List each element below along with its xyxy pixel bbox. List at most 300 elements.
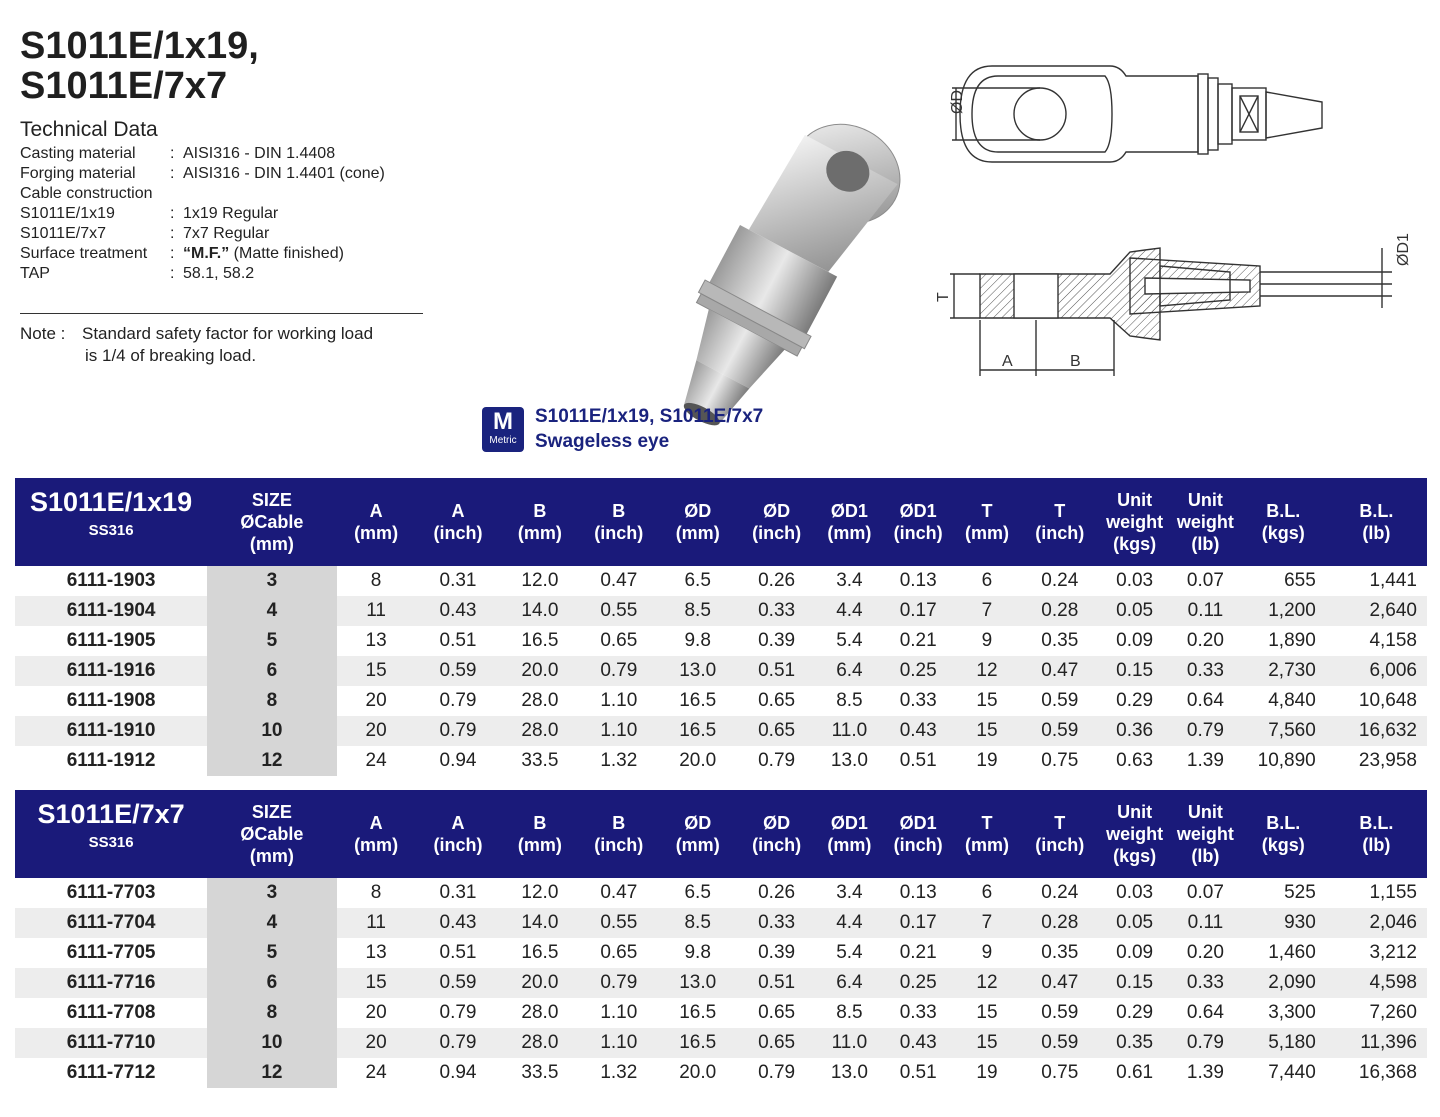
table-cell: 11.0 <box>831 1032 868 1053</box>
table-cell: 0.59 <box>1041 1032 1079 1053</box>
spec-label: TAP <box>20 265 50 282</box>
breaking-load-cell: 6,006 <box>1369 660 1417 681</box>
cable-size-cell: 6 <box>207 656 336 686</box>
column-header-line: (lb) <box>1191 846 1220 866</box>
model-header <box>15 478 207 566</box>
table-cell: 15 <box>976 1002 998 1023</box>
table-cell: 0.20 <box>1186 630 1224 651</box>
table-cell: 20 <box>365 1002 387 1023</box>
column-header-line: (inch) <box>594 523 644 543</box>
column-header <box>658 478 737 566</box>
table-row <box>15 908 1427 938</box>
column-header-line: B <box>533 813 547 833</box>
od1-label: ØD1 <box>1395 233 1412 266</box>
caption-line-1: S1011E/1x19, S1011E/7x7 <box>535 406 764 427</box>
table-cell: 13.0 <box>679 660 717 681</box>
table-cell: 8.5 <box>684 912 711 933</box>
table-cell: 0.15 <box>1116 660 1154 681</box>
table-cell: 0.39 <box>758 942 796 963</box>
column-header <box>1099 790 1170 878</box>
metric-badge <box>482 407 524 452</box>
column-header <box>579 478 658 566</box>
spec-label: S1011E/7x7 <box>20 225 106 242</box>
breaking-load-cell: 11,396 <box>1360 1032 1417 1053</box>
table-cell: 5.4 <box>836 942 863 963</box>
column-header-line: ØCable <box>240 512 304 532</box>
column-header-line: (mm) <box>249 846 294 866</box>
column-header-line: (inch) <box>752 523 802 543</box>
table-cell: 16.5 <box>679 1002 717 1023</box>
column-header-line: (inch) <box>893 835 943 855</box>
column-header <box>1241 790 1326 878</box>
breaking-load-cell: 2,640 <box>1369 600 1417 621</box>
column-header-line: (mm) <box>249 534 294 554</box>
table-cell: 13.0 <box>830 1062 868 1083</box>
table-cell: 20 <box>365 1032 387 1053</box>
column-header <box>1241 478 1326 566</box>
spec-value <box>183 244 344 264</box>
column-header-line: (lb) <box>1191 534 1220 554</box>
table-cell: 16.5 <box>679 720 717 741</box>
part-number-cell: 6111-1910 <box>66 720 156 741</box>
table-cell: 1.32 <box>600 1062 638 1083</box>
table-cell: 0.51 <box>758 660 796 681</box>
column-header <box>816 478 883 566</box>
spec-label: Cable construction <box>20 185 153 202</box>
table-cell: 28.0 <box>521 720 559 741</box>
table-header-row <box>15 478 1427 566</box>
part-number-cell: 6111-1912 <box>66 750 156 771</box>
column-header-line: B <box>612 813 626 833</box>
breaking-load-cell: 1,200 <box>1268 600 1316 621</box>
table-cell: 0.47 <box>600 570 638 591</box>
table-cell: 20 <box>365 720 387 741</box>
column-header-line: ØD1 <box>830 813 868 833</box>
table-cell: 16.5 <box>679 1032 717 1053</box>
table-cell: 0.25 <box>899 972 937 993</box>
column-header-line: Unit <box>1187 490 1223 510</box>
table-cell: 1.10 <box>600 720 638 741</box>
table-cell: 20.0 <box>521 660 559 681</box>
column-header-line: (kgs) <box>1261 835 1305 855</box>
table-cell: 0.59 <box>439 972 477 993</box>
table-cell: 0.09 <box>1116 630 1154 651</box>
column-header-line: (inch) <box>1035 523 1085 543</box>
column-header <box>207 478 336 566</box>
column-header-line: B.L. <box>1359 501 1394 521</box>
table-cell: 0.33 <box>1186 660 1224 681</box>
table-cell: 0.47 <box>1041 660 1079 681</box>
part-number-cell: 6111-7708 <box>66 1002 156 1023</box>
column-header-line: A <box>451 813 465 833</box>
table-cell: 0.33 <box>1186 972 1224 993</box>
table-cell: 0.17 <box>899 912 937 933</box>
table-cell: 0.11 <box>1187 600 1224 621</box>
column-header-line: (mm) <box>517 835 562 855</box>
note-line-1: Standard safety factor for working load <box>82 324 374 343</box>
table-cell: 9.8 <box>684 942 711 963</box>
spec-value: 1x19 Regular <box>183 205 279 222</box>
column-header-line: weight <box>1106 824 1164 844</box>
model-material: SS316 <box>88 834 134 851</box>
column-header <box>579 790 658 878</box>
breaking-load-cell: 1,441 <box>1369 570 1417 591</box>
column-header-line: ØD1 <box>899 501 937 521</box>
table-row <box>15 686 1427 716</box>
column-header-line: A <box>369 813 383 833</box>
table-cell: 0.59 <box>1041 720 1079 741</box>
table-cell: 0.79 <box>600 972 638 993</box>
column-header-line: ØD <box>684 813 712 833</box>
table-cell: 0.94 <box>439 750 477 771</box>
column-header <box>658 790 737 878</box>
cable-size-cell: 3 <box>207 566 336 596</box>
column-header-line: Unit <box>1117 490 1153 510</box>
column-header-line: (mm) <box>827 835 872 855</box>
table-cell: 0.65 <box>758 720 796 741</box>
breaking-load-cell: 525 <box>1284 882 1316 903</box>
table-cell: 0.59 <box>1041 690 1079 711</box>
table-cell: 0.35 <box>1041 942 1079 963</box>
breaking-load-cell: 4,840 <box>1268 690 1316 711</box>
table-cell: 11 <box>366 912 386 933</box>
cable-size-cell: 5 <box>207 626 336 656</box>
table-cell: 13 <box>365 630 387 651</box>
table-cell: 4.4 <box>836 912 863 933</box>
column-header-line: (inch) <box>433 523 483 543</box>
column-header-line: (kgs) <box>1113 846 1157 866</box>
table-cell: 0.15 <box>1116 972 1154 993</box>
table-cell: 24 <box>365 750 387 771</box>
a-label: A <box>1002 353 1013 370</box>
metric-badge-text: Metric <box>489 435 517 446</box>
spec-colon: : <box>170 265 175 282</box>
breaking-load-cell: 7,560 <box>1268 720 1316 741</box>
table-cell: 0.09 <box>1116 942 1154 963</box>
breaking-load-cell: 930 <box>1284 912 1316 933</box>
note-label: Note : <box>20 324 66 343</box>
breaking-load-cell: 655 <box>1284 570 1316 591</box>
table-cell: 6.4 <box>836 972 863 993</box>
table-cell: 0.20 <box>1186 942 1224 963</box>
column-header <box>337 478 416 566</box>
column-header <box>207 790 336 878</box>
column-header-line: ØCable <box>240 824 304 844</box>
table-cell: 0.26 <box>758 882 796 903</box>
table-cell: 7 <box>981 912 993 933</box>
column-header-line: B.L. <box>1266 813 1301 833</box>
table-cell: 0.26 <box>758 570 796 591</box>
column-header-line: (inch) <box>1035 835 1085 855</box>
column-header-line: SIZE <box>251 802 292 822</box>
table-cell: 14.0 <box>521 600 559 621</box>
model-header <box>15 790 207 878</box>
column-header-line: (inch) <box>594 835 644 855</box>
spec-colon: : <box>170 225 175 242</box>
table-cell: 0.05 <box>1116 600 1154 621</box>
cable-size-cell: 12 <box>207 1058 336 1088</box>
table-cell: 9 <box>981 630 993 651</box>
breaking-load-cell: 4,598 <box>1369 972 1417 993</box>
cable-size-cell: 5 <box>207 938 336 968</box>
part-number-cell: 6111-1916 <box>66 660 156 681</box>
column-header-line: T <box>981 813 993 833</box>
column-header-line: (mm) <box>964 523 1009 543</box>
spec-label: Casting material <box>20 145 136 162</box>
table-cell: 0.39 <box>758 630 796 651</box>
table-cell: 0.11 <box>1187 912 1224 933</box>
column-header <box>883 790 954 878</box>
table-cell: 11 <box>366 600 386 621</box>
table-cell: 0.43 <box>899 1032 937 1053</box>
table-row <box>15 716 1427 746</box>
table-cell: 0.79 <box>758 750 796 771</box>
table-cell: 0.24 <box>1041 882 1079 903</box>
table-row <box>15 968 1427 998</box>
table-cell: 28.0 <box>521 1002 559 1023</box>
breaking-load-cell: 10,890 <box>1257 750 1316 771</box>
breaking-load-cell: 2,046 <box>1369 912 1417 933</box>
column-header-line: (mm) <box>354 523 399 543</box>
table-cell: 8 <box>370 882 382 903</box>
table-cell: 0.33 <box>758 912 796 933</box>
table-cell: 19 <box>976 750 998 771</box>
table-cell: 0.43 <box>439 600 477 621</box>
table-row <box>15 566 1427 596</box>
table-cell: 6.5 <box>684 882 711 903</box>
table-cell: 1.39 <box>1186 750 1224 771</box>
column-header <box>337 790 416 878</box>
column-header <box>500 790 579 878</box>
table-cell: 15 <box>976 1032 998 1053</box>
model-material: SS316 <box>88 522 134 539</box>
table-cell: 33.5 <box>521 1062 559 1083</box>
table-cell: 3.4 <box>836 882 863 903</box>
table-cell: 24 <box>365 1062 387 1083</box>
table-row <box>15 938 1427 968</box>
table-cell: 20.0 <box>679 750 717 771</box>
spec-colon: : <box>170 165 175 182</box>
spec-value-text: (Matte finished) <box>229 245 344 262</box>
table-cell: 8.5 <box>836 690 863 711</box>
table-cell: 0.24 <box>1041 570 1079 591</box>
column-header <box>954 790 1021 878</box>
part-number-cell: 6111-1904 <box>66 600 156 621</box>
technical-data-heading: Technical Data <box>20 118 158 141</box>
table-cell: 9.8 <box>684 630 711 651</box>
table-cell: 0.25 <box>899 660 937 681</box>
section-view-drawing <box>930 228 1412 383</box>
table-cell: 0.63 <box>1116 750 1154 771</box>
breaking-load-cell: 16,632 <box>1358 720 1417 741</box>
table-cell: 0.07 <box>1186 882 1224 903</box>
column-header <box>416 478 501 566</box>
table-row <box>15 1058 1427 1088</box>
cable-size-cell: 10 <box>207 1028 336 1058</box>
spec-colon: : <box>170 245 175 262</box>
table-cell: 0.75 <box>1041 750 1079 771</box>
title-line-1: S1011E/1x19, <box>20 25 259 67</box>
part-number-cell: 6111-1908 <box>66 690 156 711</box>
table-cell: 0.33 <box>899 1002 937 1023</box>
table-cell: 16.5 <box>521 630 559 651</box>
column-header-line: (inch) <box>752 835 802 855</box>
table-cell: 0.79 <box>758 1062 796 1083</box>
table-cell: 0.05 <box>1116 912 1154 933</box>
table-row <box>15 878 1427 908</box>
table-cell: 0.29 <box>1116 1002 1154 1023</box>
table-cell: 0.43 <box>899 720 937 741</box>
cable-size-cell: 10 <box>207 716 336 746</box>
table-cell: 0.79 <box>439 1032 477 1053</box>
column-header <box>954 478 1021 566</box>
table-cell: 20 <box>365 690 387 711</box>
column-header-line: SIZE <box>251 490 292 510</box>
table-cell: 12.0 <box>521 882 559 903</box>
table-cell: 1.10 <box>600 1032 638 1053</box>
spec-value: 7x7 Regular <box>183 225 270 242</box>
table-cell: 0.51 <box>439 630 477 651</box>
table-cell: 0.65 <box>758 690 796 711</box>
table-cell: 0.21 <box>899 630 937 651</box>
column-header <box>737 790 816 878</box>
part-number-cell: 6111-7712 <box>66 1062 156 1083</box>
table-cell: 4.4 <box>836 600 863 621</box>
column-header <box>1020 790 1099 878</box>
breaking-load-cell: 3,212 <box>1369 942 1417 963</box>
table-cell: 0.94 <box>439 1062 477 1083</box>
table-cell: 7 <box>981 600 993 621</box>
table-cell: 6.5 <box>684 570 711 591</box>
metric-badge-letter: M <box>493 408 513 435</box>
table-row <box>15 656 1427 686</box>
model-name: S1011E/7x7 <box>37 799 185 829</box>
column-header <box>1326 790 1427 878</box>
breaking-load-cell: 4,158 <box>1369 630 1417 651</box>
part-number-cell: 6111-7716 <box>66 972 156 993</box>
table-cell: 0.51 <box>758 972 796 993</box>
caption-line-2: Swageless eye <box>535 431 670 452</box>
table-cell: 5.4 <box>836 630 863 651</box>
table-cell: 0.79 <box>1186 1032 1224 1053</box>
column-header-line: ØD <box>763 501 791 521</box>
column-header-line: (mm) <box>675 835 720 855</box>
table-cell: 0.29 <box>1116 690 1154 711</box>
table-cell: 16.5 <box>679 690 717 711</box>
spec-label: Surface treatment <box>20 245 148 262</box>
part-number-cell: 6111-7703 <box>66 882 156 903</box>
breaking-load-cell: 23,958 <box>1358 750 1417 771</box>
table-cell: 0.07 <box>1186 570 1224 591</box>
breaking-load-cell: 7,260 <box>1369 1002 1417 1023</box>
table-cell: 0.47 <box>1041 972 1079 993</box>
table-cell: 20.0 <box>679 1062 717 1083</box>
table-cell: 0.65 <box>758 1032 796 1053</box>
divider <box>20 313 423 314</box>
table-cell: 0.33 <box>899 690 937 711</box>
table-cell: 0.03 <box>1116 570 1154 591</box>
column-header <box>1326 478 1427 566</box>
table-cell: 0.61 <box>1116 1062 1154 1083</box>
column-header-line: T <box>1054 813 1066 833</box>
table-cell: 9 <box>981 942 993 963</box>
spec-value: AISI316 - DIN 1.4401 (cone) <box>183 165 385 182</box>
breaking-load-cell: 3,300 <box>1268 1002 1316 1023</box>
spec-value-emphasis: “M.F.” <box>183 245 230 262</box>
cable-size-cell: 8 <box>207 998 336 1028</box>
table-cell: 3.4 <box>836 570 863 591</box>
table-row <box>15 1028 1427 1058</box>
table-cell: 0.21 <box>899 942 937 963</box>
column-header-line: (inch) <box>893 523 943 543</box>
od-label: ØD <box>949 90 966 114</box>
table-cell: 0.35 <box>1041 630 1079 651</box>
table-cell: 0.03 <box>1116 882 1154 903</box>
spec-colon: : <box>170 145 175 162</box>
column-header <box>1099 478 1170 566</box>
table-cell: 1.10 <box>600 1002 638 1023</box>
column-header-line: ØD <box>684 501 712 521</box>
table-cell: 0.79 <box>439 690 477 711</box>
table-row <box>15 626 1427 656</box>
table-cell: 0.17 <box>899 600 937 621</box>
cable-size-cell: 4 <box>207 908 336 938</box>
table-cell: 6 <box>981 570 993 591</box>
table-cell: 0.51 <box>439 942 477 963</box>
column-header-line: ØD1 <box>899 813 937 833</box>
cable-size-cell: 12 <box>207 746 336 776</box>
breaking-load-cell: 5,180 <box>1268 1032 1316 1053</box>
column-header-line: ØD1 <box>830 501 868 521</box>
breaking-load-cell: 2,730 <box>1268 660 1316 681</box>
note-line-2: is 1/4 of breaking load. <box>85 346 257 365</box>
breaking-load-cell: 7,440 <box>1268 1062 1316 1083</box>
table-cell: 13.0 <box>679 972 717 993</box>
part-number-cell: 6111-7710 <box>66 1032 156 1053</box>
column-header <box>816 790 883 878</box>
table-cell: 0.55 <box>600 600 638 621</box>
part-number-cell: 6111-1905 <box>66 630 156 651</box>
part-number-cell: 6111-1903 <box>66 570 156 591</box>
table-cell: 15 <box>976 690 998 711</box>
column-header <box>883 478 954 566</box>
table-cell: 0.28 <box>1041 912 1079 933</box>
table-cell: 1.32 <box>600 750 638 771</box>
column-header-line: (mm) <box>354 835 399 855</box>
table-cell: 0.35 <box>1116 1032 1154 1053</box>
table-cell: 0.31 <box>439 570 477 591</box>
safety-note <box>20 323 373 367</box>
column-header-line: ØD <box>763 813 791 833</box>
column-header-line: (mm) <box>675 523 720 543</box>
table-cell: 8 <box>370 570 382 591</box>
table-cell: 0.59 <box>439 660 477 681</box>
table-cell: 0.55 <box>600 912 638 933</box>
table-cell: 6.4 <box>836 660 863 681</box>
column-header-line: (kgs) <box>1113 534 1157 554</box>
spec-label: S1011E/1x19 <box>20 205 115 222</box>
table-cell: 33.5 <box>521 750 559 771</box>
table-cell: 15 <box>365 660 387 681</box>
table-cell: 28.0 <box>521 1032 559 1053</box>
table-cell: 0.43 <box>439 912 477 933</box>
table-cell: 0.13 <box>899 570 937 591</box>
table-cell: 1.39 <box>1186 1062 1224 1083</box>
model-name: S1011E/1x19 <box>30 487 193 517</box>
column-header-line: B.L. <box>1359 813 1394 833</box>
table-cell: 0.51 <box>899 750 937 771</box>
table-cell: 12 <box>976 972 998 993</box>
